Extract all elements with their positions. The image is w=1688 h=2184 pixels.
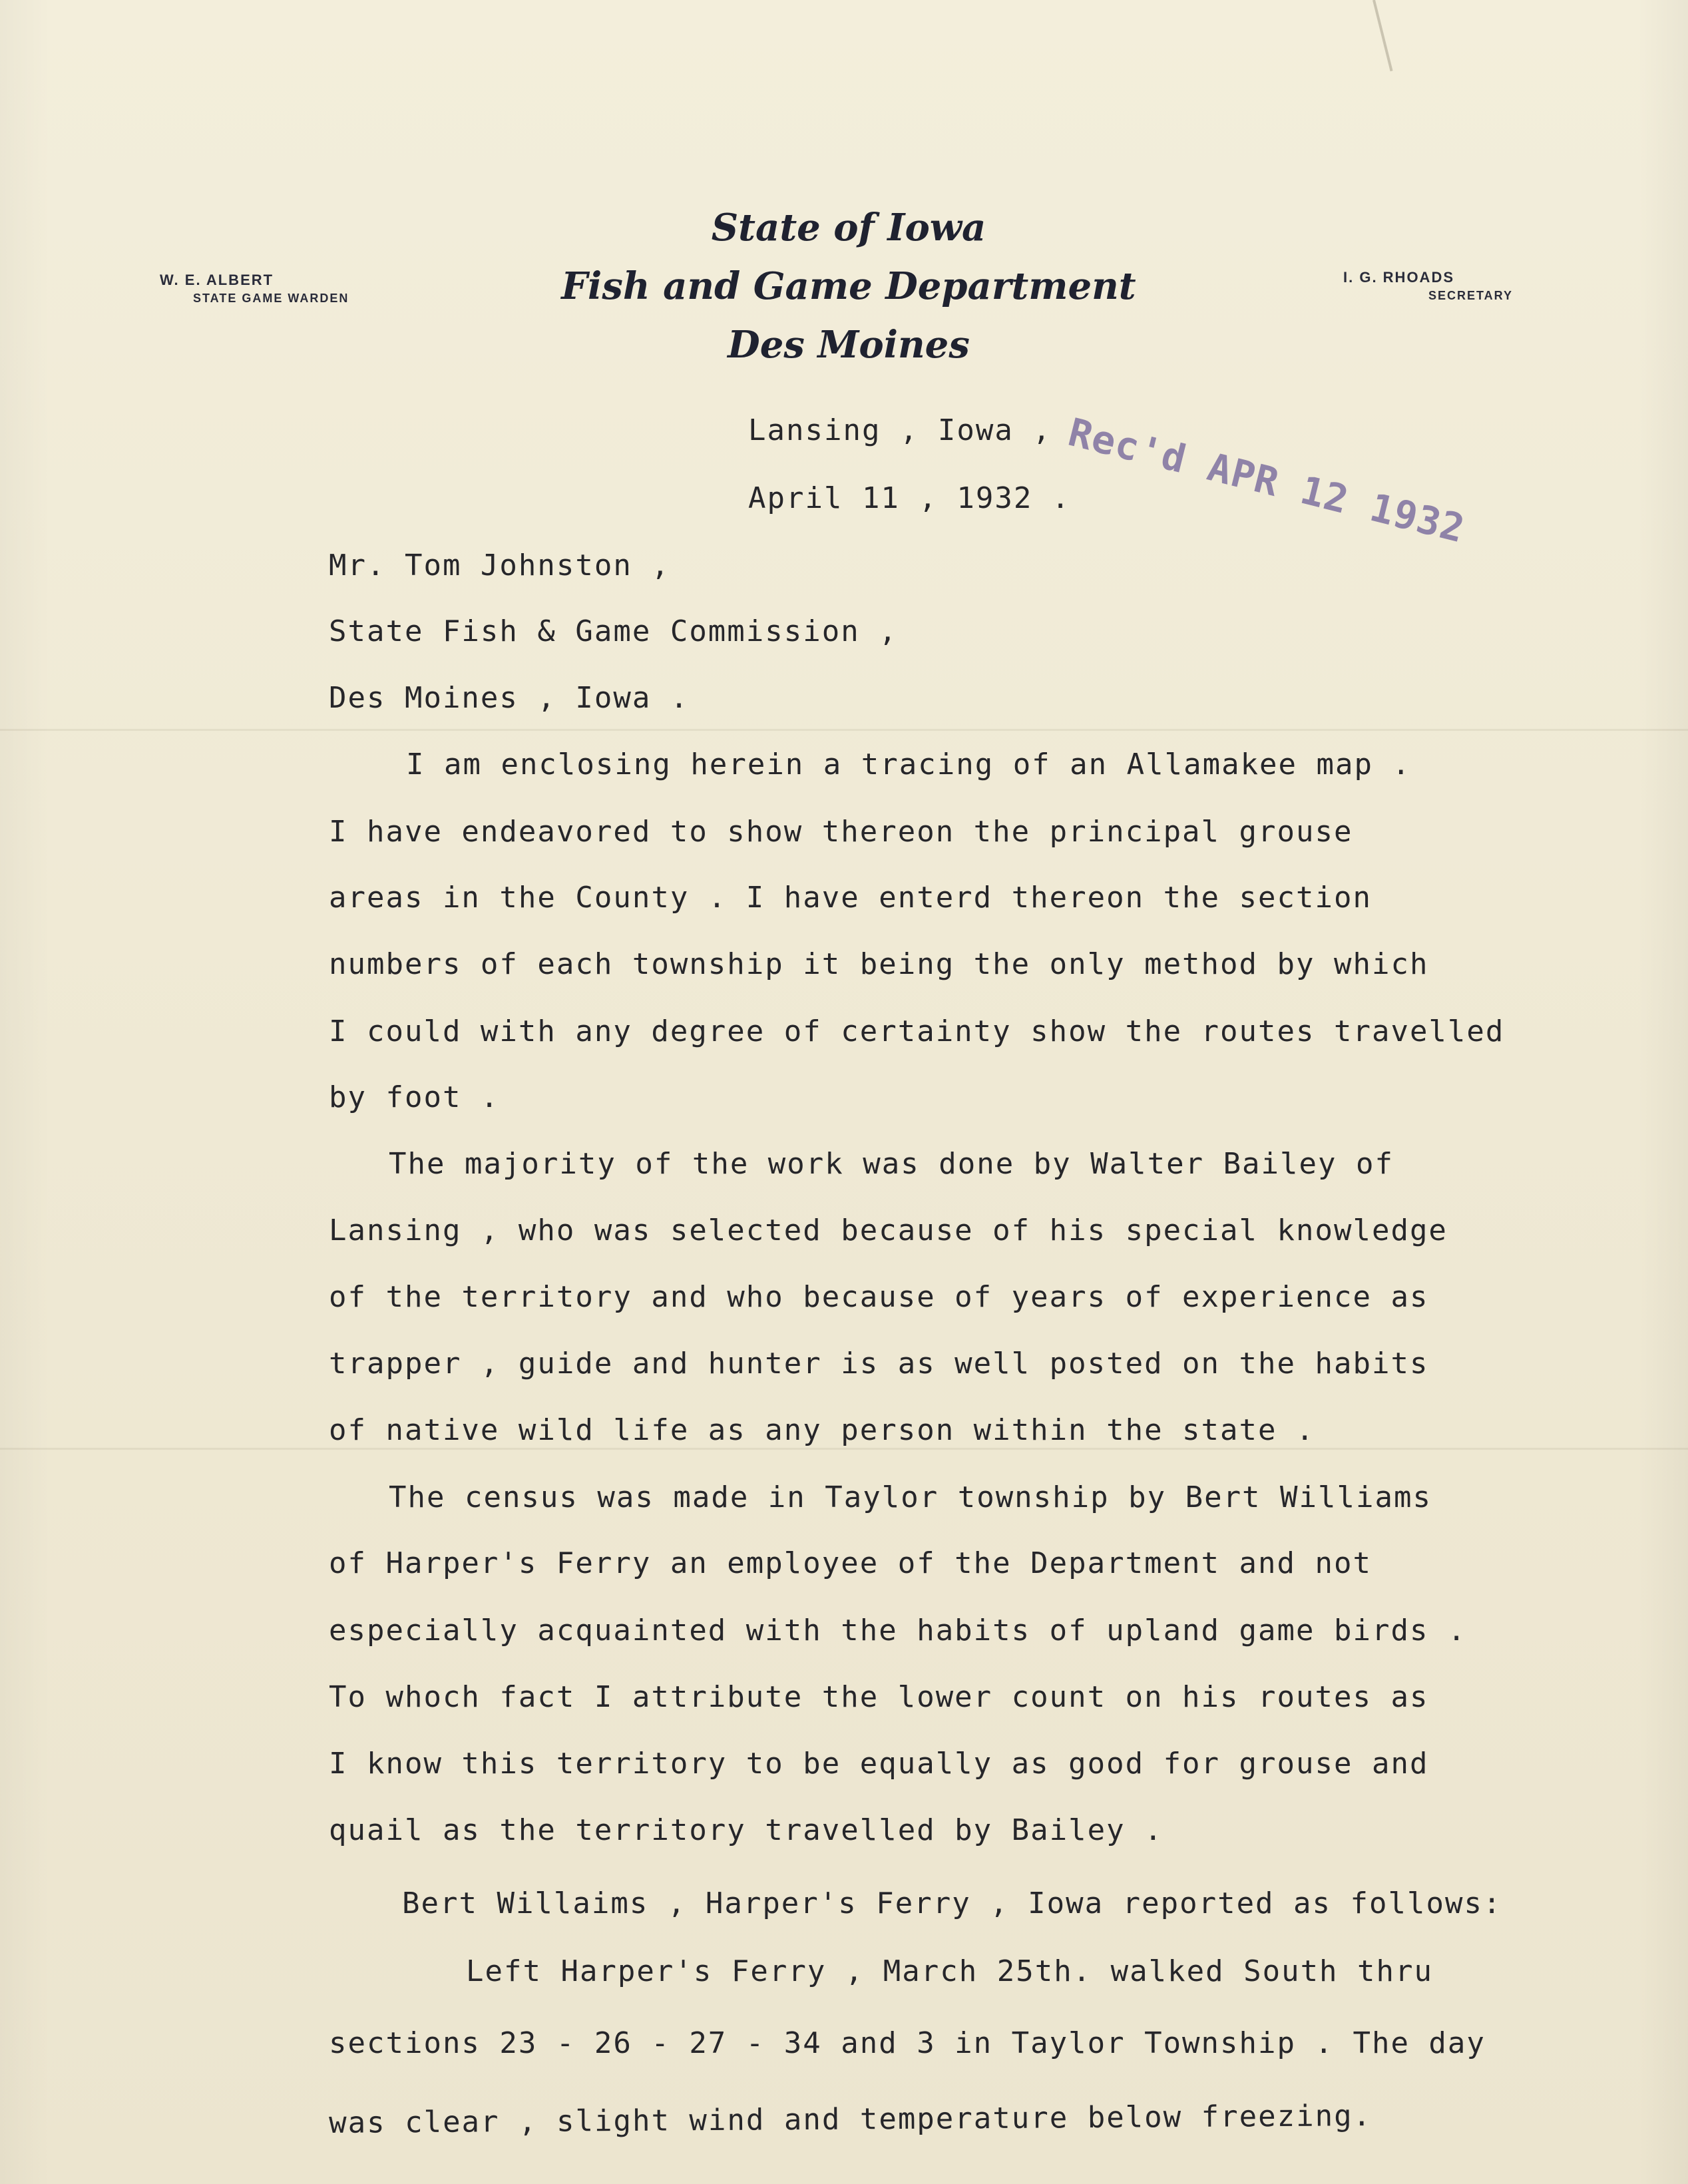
body-line: numbers of each township it being the only method by which bbox=[329, 947, 1429, 981]
body-line: trapper , guide and hunter is as well posted on the habits bbox=[329, 1347, 1429, 1381]
body-line: I am enclosing herein a tracing of an Allamakee map . bbox=[406, 748, 1411, 781]
body-line: The census was made in Taylor township by Bert Williams bbox=[389, 1480, 1432, 1514]
secretary-name: I. G. RHOADS bbox=[1343, 269, 1455, 286]
body-line: especially acquainted with the habits of upland game birds . bbox=[329, 1614, 1467, 1647]
letterhead-state: State of Iowa bbox=[711, 206, 986, 250]
warden-name: W. E. ALBERT bbox=[160, 272, 274, 288]
address-line: State Fish & Game Commission , bbox=[329, 614, 898, 648]
body-line: sections 23 - 26 - 27 - 34 and 3 in Taylor Township . The day bbox=[329, 2026, 1486, 2060]
warden-title: STATE GAME WARDEN bbox=[193, 292, 349, 305]
letterhead-city: Des Moines bbox=[728, 323, 970, 367]
body-line: of the territory and who because of years of experience as bbox=[329, 1280, 1429, 1314]
body-line: Lansing , who was selected because of his special knowledge bbox=[329, 1213, 1448, 1247]
secretary-title: SECRETARY bbox=[1428, 289, 1514, 302]
body-line: I could with any degree of certainty show the routes travelled bbox=[329, 1014, 1505, 1048]
body-line: Bert Willaims , Harper's Ferry , Iowa reported as follows: bbox=[402, 1886, 1502, 1920]
address-line: Des Moines , Iowa . bbox=[329, 681, 690, 715]
body-line: The majority of the work was done by Walter Bailey of bbox=[389, 1147, 1394, 1181]
body-line: I know this territory to be equally as good for grouse and bbox=[329, 1747, 1429, 1781]
body-line: Left Harper's Ferry , March 25th. walked South thru bbox=[466, 1954, 1434, 1988]
body-line: quail as the territory travelled by Bailey . bbox=[329, 1813, 1163, 1847]
letterhead-right bbox=[1343, 269, 1513, 303]
letterhead-left bbox=[160, 272, 349, 306]
body-line: was clear , slight wind and temperature below freezing. bbox=[328, 2099, 1372, 2140]
body-line: To whoch fact I attribute the lower count on his routes as bbox=[329, 1680, 1429, 1714]
received-stamp: Rec'd APR 12 1932 bbox=[1064, 409, 1470, 552]
paper-fold bbox=[0, 1448, 1688, 1450]
letterhead-department: Fish and Game Department bbox=[561, 264, 1136, 308]
paper-fold bbox=[0, 729, 1688, 731]
letterhead-center bbox=[466, 198, 1231, 374]
letter-date: April 11 , 1932 . bbox=[748, 481, 1071, 515]
body-line: of Harper's Ferry an employee of the Department and not bbox=[329, 1546, 1372, 1580]
letter-place: Lansing , Iowa , bbox=[748, 413, 1052, 447]
body-line: areas in the County . I have enterd thereon the section bbox=[329, 881, 1372, 915]
body-line: of native wild life as any person within the state . bbox=[329, 1413, 1315, 1447]
body-line: by foot . bbox=[329, 1080, 500, 1114]
body-line: I have endeavored to show thereon the principal grouse bbox=[329, 815, 1353, 849]
paper-crease bbox=[1372, 0, 1392, 71]
address-line: Mr. Tom Johnston , bbox=[329, 548, 670, 582]
